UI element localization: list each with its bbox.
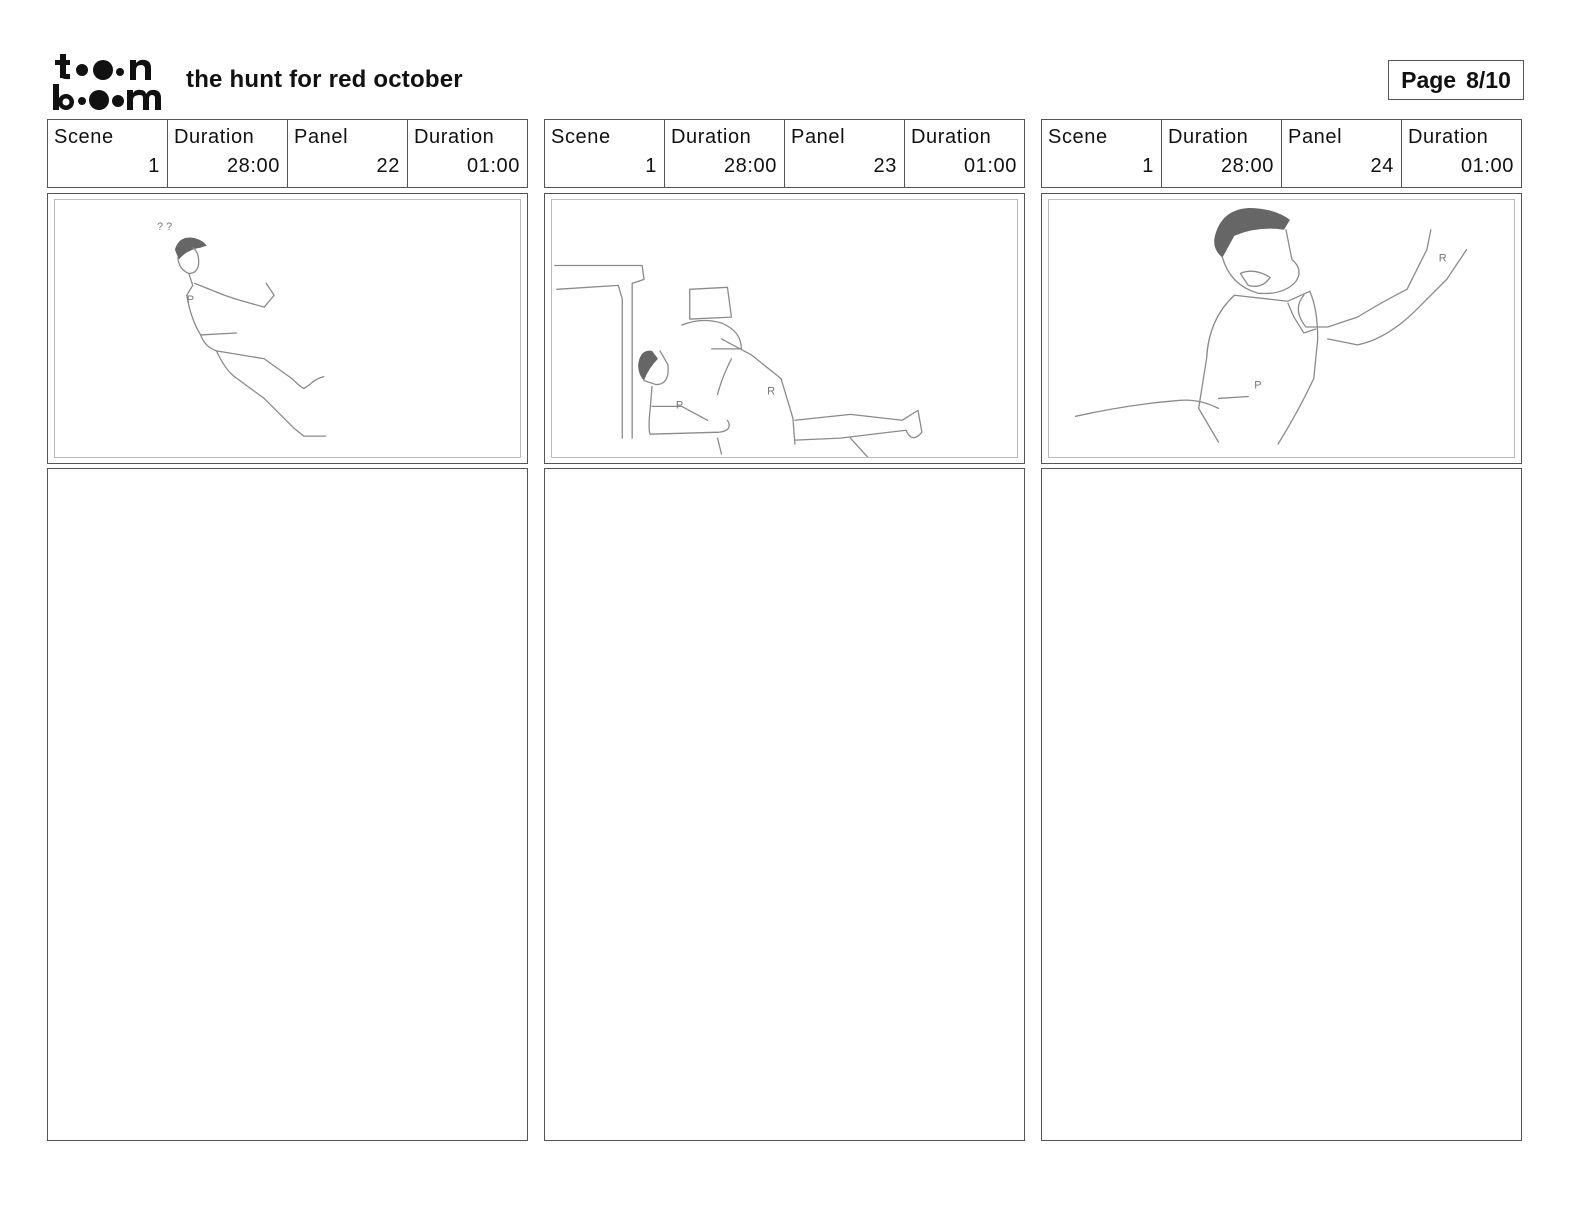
panel-sketch-area [551,199,1018,458]
panel-info-table [1041,119,1522,188]
panel-duration-value: 01:00 [963,155,1017,177]
panel-notes-area[interactable] [47,468,528,1141]
scene-duration-value: 28:00 [226,155,280,177]
panel-sketch [552,200,1017,457]
panel-notes-area[interactable] [1041,468,1522,1141]
panel-frame[interactable] [544,193,1025,464]
scene-duration-label: Duration [1168,126,1249,148]
panel-notes-area[interactable] [544,468,1025,1141]
sketch-mark: R [1438,252,1447,265]
sketch-mark: P [1254,379,1262,392]
panel-cell [288,120,408,187]
scene-value: 1 [645,155,657,177]
scene-duration-cell [168,120,288,187]
panel-frame[interactable] [1041,193,1522,464]
sketch-mark: R [767,385,776,398]
scene-duration-cell [665,120,785,187]
scene-duration-value: 28:00 [1220,155,1274,177]
panel-duration-label: Duration [911,126,992,148]
scene-duration-label: Duration [174,126,255,148]
panel-label: Panel [294,126,349,148]
panel-label: Panel [1288,126,1343,148]
panel-cell [785,120,905,187]
scene-duration-value: 28:00 [723,155,777,177]
project-title: the hunt for red october [186,66,463,93]
scene-cell [1042,120,1162,187]
sketch-mark: ? ? [157,220,173,233]
panel-duration-value: 01:00 [466,155,520,177]
panel-sketch [55,200,520,457]
panel-cell [1282,120,1402,187]
sketch-mark: P [186,294,195,307]
panel-value: 23 [873,155,897,177]
panel-duration-label: Duration [414,126,495,148]
scene-label: Scene [1048,126,1108,148]
panel-info-table [47,119,528,188]
scene-label: Scene [54,126,114,148]
toon-boom-logo [50,50,165,114]
page-label: Page [1401,66,1457,93]
panel-info-table [544,119,1025,188]
panel-frame[interactable] [47,193,528,464]
page-indicator [1388,60,1524,100]
scene-duration-label: Duration [671,126,752,148]
scene-duration-cell [1162,120,1282,187]
scene-cell [48,120,168,187]
sketch-mark: P [675,399,684,412]
scene-label: Scene [551,126,611,148]
panel-value: 22 [376,155,400,177]
panel-duration-label: Duration [1408,126,1489,148]
panel-duration-cell [408,120,527,187]
scene-value: 1 [148,155,160,177]
scene-value: 1 [1142,155,1154,177]
panel-duration-value: 01:00 [1460,155,1514,177]
panel-duration-cell [1402,120,1521,187]
scene-cell [545,120,665,187]
panel-label: Panel [791,126,846,148]
panel-duration-cell [905,120,1024,187]
panel-sketch-area [54,199,521,458]
panel-sketch-area [1048,199,1515,458]
panel-value: 24 [1370,155,1394,177]
page-number: 8/10 [1466,66,1511,93]
panel-sketch [1049,200,1514,457]
